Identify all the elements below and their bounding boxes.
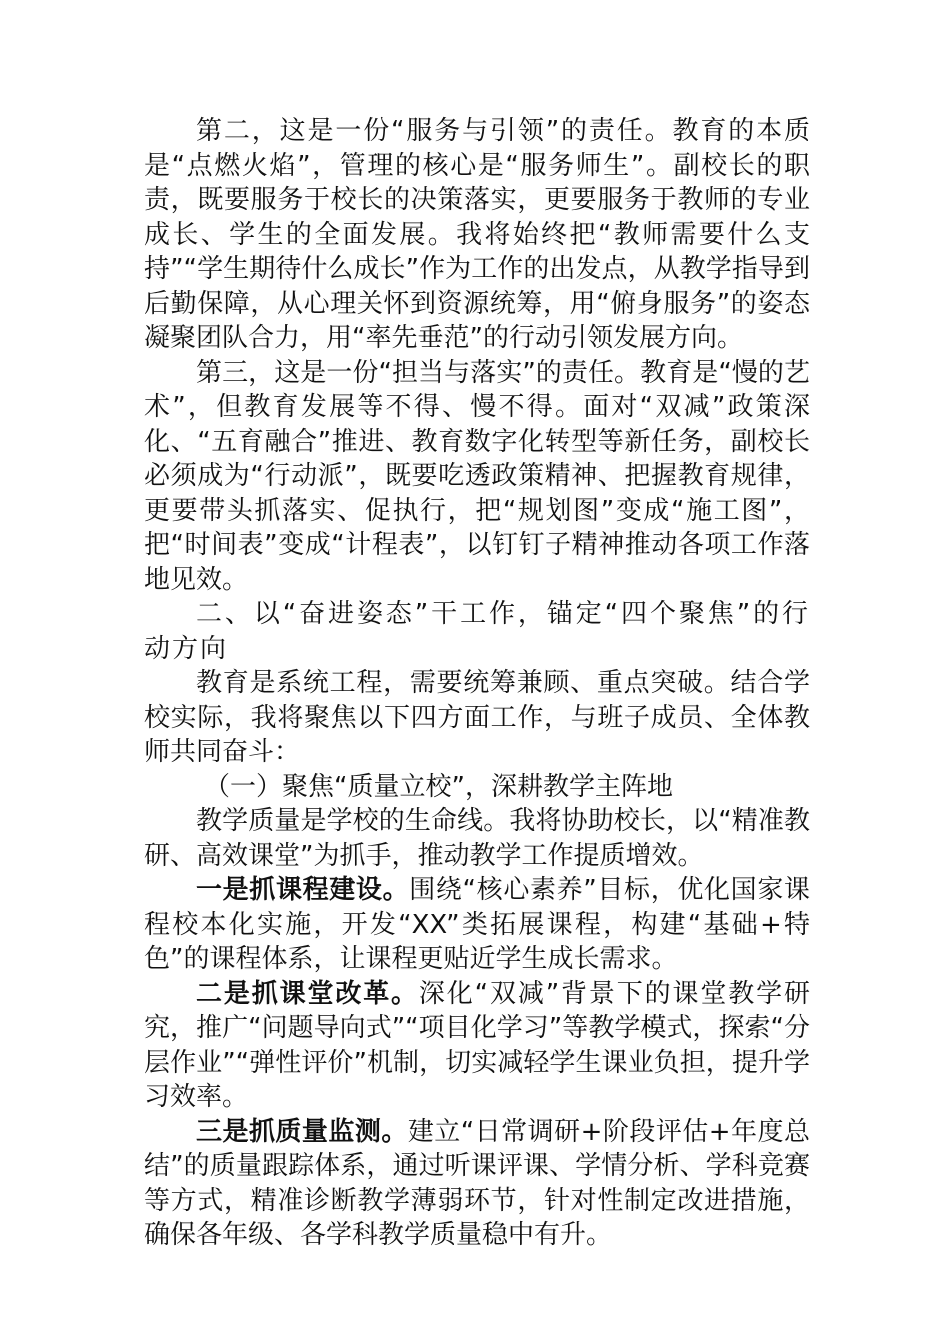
paragraph-responsibility-implementation: 第三，这是一份“担当与落实”的责任。教育是“慢的艺术”，但教育发展等不得、慢不得。面对“双减”政策深化、“五育融合”推进、教育数字化转型等新任务，副校长必须成为“行动派”，既要吃透政策精神、把握教育规律，更要带头抓落实、促执行，把“规划图”变成“施工图”，把“时间表”变成“计程表”，以钉钉子精神推动各项工作落地见效。 xyxy=(144,357,810,595)
section-heading-2: 二、以“奋进姿态”干工作，锚定“四个聚焦”的行动方向 xyxy=(144,599,810,664)
paragraph-classroom-reform xyxy=(144,977,810,1115)
lead-quality-monitoring: 三是抓质量监测。 xyxy=(196,1116,408,1147)
paragraph-curriculum xyxy=(144,873,810,977)
document-page xyxy=(144,114,810,1253)
paragraph-service-leadership: 第二，这是一份“服务与引领”的责任。教育的本质是“点燃火焰”，管理的核心是“服务师生”。副校长的职责，既要服务于校长的决策落实，更要服务于教师的专业成长、学生的全面发展。我将始终把“教师需要什么支持”“学生期待什么成长”作为工作的出发点，从教学指导到后勤保障，从心理关怀到资源统筹，用“俯身服务”的姿态凝聚团队合力，用“率先垂范”的行动引领发展方向。 xyxy=(144,116,810,353)
text-curriculum: 围绕“核心素养”目标，优化国家课程校本化实施，开发“XX”类拓展课程，构建“基础+特色”的课程体系，让课程更贴近学生成长需求。 xyxy=(144,875,810,974)
text-quality-monitoring: 建立“日常调研+阶段评估+年度总结”的质量跟踪体系，通过听课评课、学情分析、学科竞赛等方式，精准诊断教学薄弱环节，针对性制定改进措施，确保各年级、各学科教学质量稳中有升。 xyxy=(144,1116,810,1250)
paragraph-teaching-quality: 教学质量是学校的生命线。我将协助校长，以“精准教研、高效课堂”为抓手，推动教学工作提质增效。 xyxy=(144,806,810,871)
paragraph-section-intro: 教育是系统工程，需要统筹兼顾、重点突破。结合学校实际，我将聚焦以下四方面工作，与班子成员、全体教师共同奋斗： xyxy=(144,668,810,767)
lead-curriculum: 一是抓课程建设。 xyxy=(196,875,410,905)
lead-classroom-reform: 二是抓课堂改革。 xyxy=(196,978,419,1009)
subsection-heading-1: （一）聚焦“质量立校”，深耕教学主阵地 xyxy=(204,771,673,802)
paragraph-quality-monitoring xyxy=(144,1115,810,1253)
text-classroom-reform: 深化“双减”背景下的课堂教学研究，推广“问题导向式”“项目化学习”等教学模式，探索“分层作业”“弹性评价”机制，切实减轻学生课业负担，提升学习效率。 xyxy=(144,978,810,1112)
